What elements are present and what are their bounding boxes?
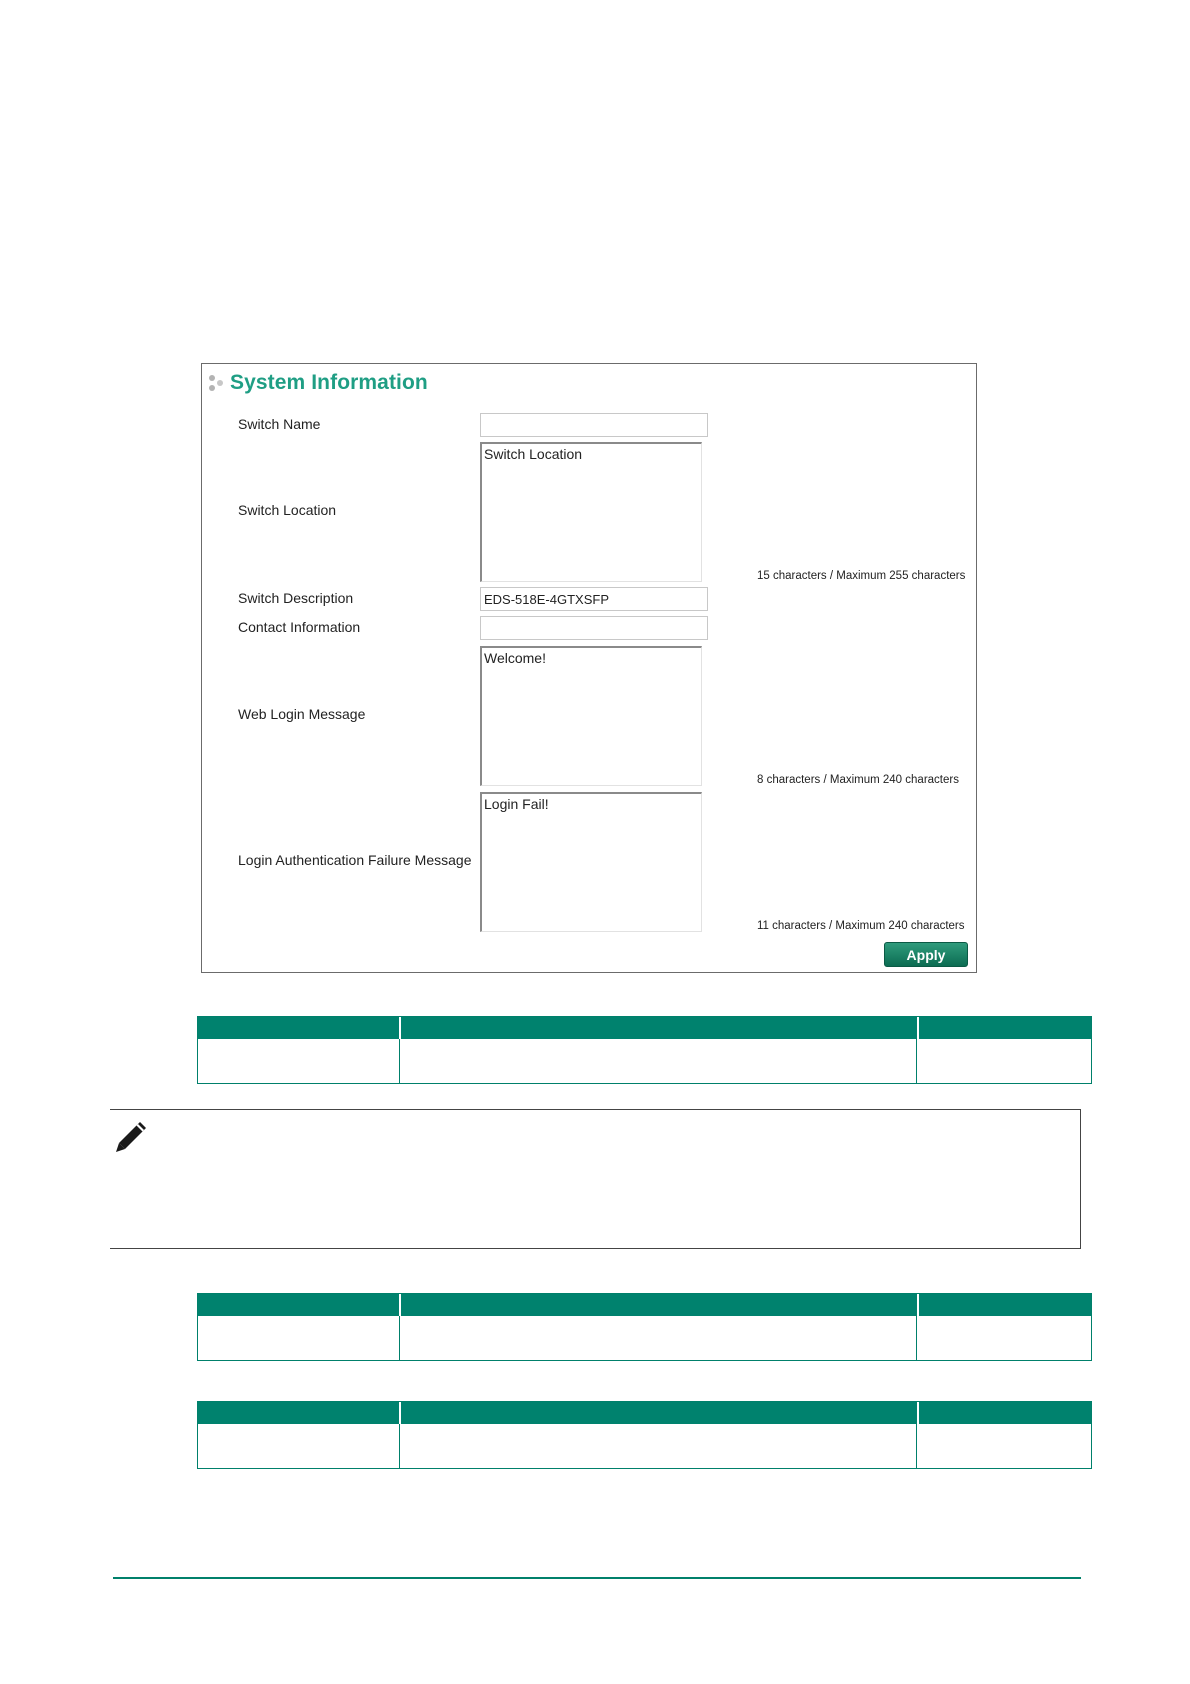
switch-location-char-count: 15 characters / Maximum 255 characters (757, 570, 966, 582)
switch-description-label: Switch Description (238, 590, 354, 606)
apply-button[interactable]: Apply (884, 942, 968, 967)
table-header-cell (401, 1402, 919, 1424)
table-header-cell (401, 1017, 919, 1039)
table-cell (198, 1316, 400, 1360)
setting-table (197, 1293, 1092, 1361)
table-header-cell (919, 1402, 1091, 1424)
table-header-cell (401, 1294, 919, 1316)
footer-divider (113, 1577, 1081, 1579)
setting-table (197, 1016, 1092, 1084)
login-failure-message-textarea[interactable] (480, 792, 702, 932)
table-cell (198, 1424, 400, 1468)
web-login-message-textarea[interactable] (480, 646, 702, 786)
table-header-cell (919, 1017, 1091, 1039)
table-cell (917, 1039, 1091, 1083)
login-failure-message-char-count: 11 characters / Maximum 240 characters (757, 920, 965, 932)
table-header-cell (198, 1294, 401, 1316)
table-cell (917, 1316, 1091, 1360)
web-login-message-label: Web Login Message (238, 706, 366, 722)
table-header-cell (198, 1402, 401, 1424)
table-header-row (198, 1294, 1091, 1316)
table-row (198, 1039, 1091, 1083)
contact-information-input[interactable] (480, 616, 708, 640)
table-cell (917, 1424, 1091, 1468)
table-cell (400, 1039, 917, 1083)
panel-title (208, 368, 428, 398)
table-header-cell (198, 1017, 401, 1039)
table-row (198, 1316, 1091, 1360)
web-login-message-char-count: 8 characters / Maximum 240 characters (757, 774, 959, 786)
table-header-row (198, 1402, 1091, 1424)
table-row (198, 1424, 1091, 1468)
panel-title-text: System Information (230, 371, 428, 394)
note-box (110, 1109, 1081, 1249)
switch-name-label: Switch Name (238, 416, 321, 432)
table-header-row (198, 1017, 1091, 1039)
table-cell (400, 1424, 917, 1468)
dots-icon (208, 373, 224, 393)
login-failure-message-label: Login Authentication Failure Message (238, 852, 472, 868)
switch-name-input[interactable] (480, 413, 708, 437)
setting-table (197, 1401, 1092, 1469)
table-cell (400, 1316, 917, 1360)
table-header-cell (919, 1294, 1091, 1316)
switch-location-textarea[interactable] (480, 442, 702, 582)
contact-information-label: Contact Information (238, 619, 361, 635)
switch-description-input[interactable] (480, 587, 708, 611)
switch-location-label: Switch Location (238, 502, 337, 518)
pencil-icon (114, 1120, 148, 1154)
system-information-panel (201, 363, 977, 973)
table-cell (198, 1039, 400, 1083)
